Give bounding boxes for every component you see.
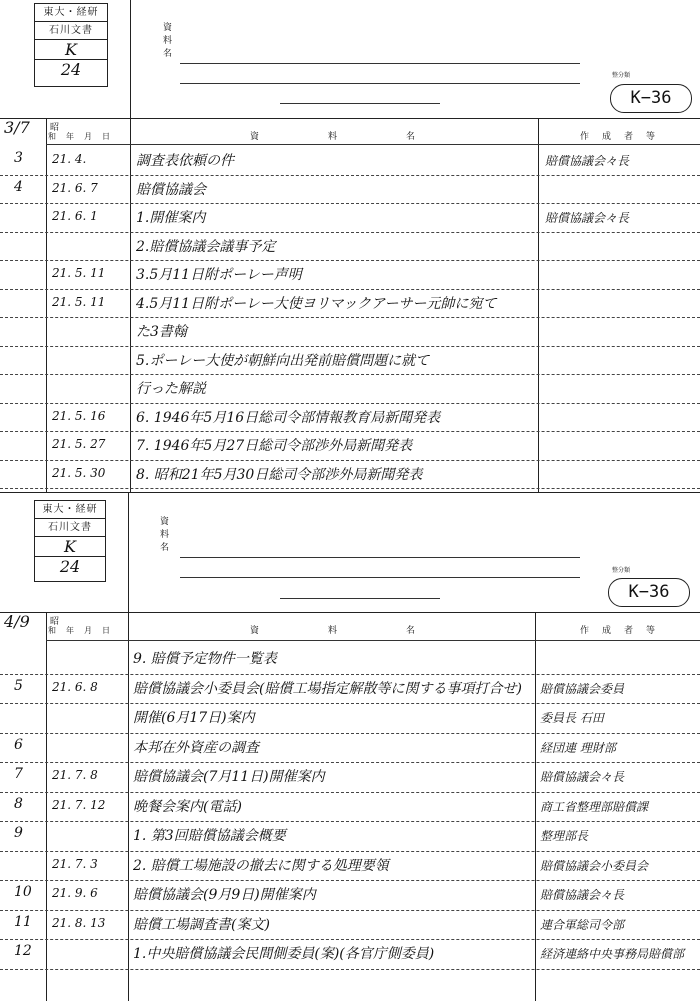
row-title: 3.5月11日附ポーレー声明 (136, 267, 302, 283)
row-rule (0, 910, 700, 911)
row-rule (0, 232, 700, 233)
row-index: 3 (14, 150, 23, 166)
title-rule-1 (180, 63, 580, 64)
row-title: 5.ポーレー大使が朝鮮向出発前賠償問題に就て (136, 352, 430, 369)
row-author: 賠償協議会々長 (545, 154, 630, 168)
label-code-letter: K (35, 537, 105, 557)
archive-label-bottom (34, 500, 106, 582)
row-title: 賠償協議会(9月9日)開催案内 (133, 887, 316, 903)
row-rule (0, 703, 700, 704)
header-rule-top (46, 144, 700, 145)
hdr-date-bottom: 和 年 月 日 (48, 626, 111, 635)
row-title: 開催(6月17日)案内 (133, 710, 255, 726)
row-author: 賠償協議会々長 (545, 211, 630, 225)
label-org: 東大・経研 (35, 501, 105, 519)
label-code-number: 24 (60, 60, 82, 79)
left-divider-bottom (128, 493, 129, 1001)
left-divider-top (130, 0, 131, 492)
row-rule (0, 431, 700, 432)
row-title: た3書翰 (136, 324, 187, 340)
row-date: 21. 4. (52, 152, 87, 166)
row-date: 21. 5. 16 (52, 408, 106, 423)
archive-label-top (34, 3, 108, 87)
row-rule (0, 403, 700, 404)
title-rule-6 (280, 598, 440, 599)
row-date: 21. 5. 30 (52, 465, 106, 480)
row-rule (0, 317, 700, 318)
row-rule (0, 733, 700, 734)
row-date: 21. 7. 12 (52, 797, 106, 812)
row-title: 晩餐会案内(電話) (133, 798, 242, 815)
row-title: 8. 昭和21年5月30日総司令部渉外局新聞発表 (136, 466, 423, 483)
shiryo-mei-top: 資料名 (163, 23, 173, 59)
row-title: 1. 第3回賠償協議会概要 (133, 828, 286, 844)
row-date: 21. 5. 27 (52, 437, 106, 451)
label-code-number: 24 (59, 557, 81, 576)
hdr-author-top: 作 成 者 等 (580, 132, 658, 142)
table-top-border (0, 118, 700, 119)
row-rule (0, 674, 700, 675)
margin-note-bottom: 4/9 (4, 612, 30, 631)
row-rule (0, 460, 700, 461)
row-date: 21. 5. 11 (52, 266, 106, 280)
row-title: 賠償協議会小委員会(賠償工場指定解散等に関する事項打合せ) (133, 680, 522, 697)
row-date: 21. 6. 7 (52, 180, 98, 195)
row-date: 21. 5. 11 (52, 294, 106, 309)
row-title: 1.開催案内 (136, 210, 206, 226)
row-rule (0, 203, 700, 204)
row-author: 整理部長 (540, 829, 589, 843)
row-rule (0, 488, 700, 489)
row-index: 5 (14, 677, 23, 694)
label-collection: 石川文書 (35, 22, 107, 40)
row-author: 賠償協議会小委員会 (540, 858, 649, 873)
row-author: 賠償協議会々長 (540, 888, 625, 902)
row-title: 調査表依頼の件 (136, 153, 234, 169)
row-author: 賠償協議会委員 (540, 681, 625, 696)
label-code-letter: K (35, 40, 107, 60)
row-index: 4 (14, 178, 23, 195)
title-rule-3 (280, 103, 440, 104)
row-index: 7 (14, 766, 23, 782)
row-author: 商工省整理部賠償課 (540, 799, 649, 814)
card-separator (0, 492, 700, 493)
author-col-divider-bottom (535, 612, 536, 1001)
row-date: 21. 6. 1 (52, 209, 98, 223)
row-date: 21. 7. 8 (52, 768, 98, 782)
row-rule (0, 969, 700, 970)
row-title: 賠償協議会 (136, 181, 206, 198)
row-date: 21. 7. 3 (52, 856, 98, 871)
label-org: 東大・経研 (35, 4, 107, 22)
row-title: 1.中央賠償協議会民間側委員(案)(各官庁側委員) (133, 946, 435, 962)
row-rule (0, 792, 700, 793)
row-author: 経済連絡中央事務局賠償部 (540, 947, 685, 961)
shiryo-mei-bottom: 資料名 (160, 517, 170, 553)
label-collection: 石川文書 (35, 519, 105, 537)
hdr-author-bottom: 作 成 者 等 (580, 626, 658, 636)
row-index: 6 (14, 736, 23, 753)
row-author: 賠償協議会々長 (540, 770, 625, 784)
row-title: 2.賠償協議会議事予定 (136, 238, 276, 255)
hdr-era-bottom: 昭 (50, 617, 62, 627)
row-rule (0, 260, 700, 261)
row-rule (0, 939, 700, 940)
row-title: 4.5月11日附ポーレー大使ヨリマックアーサー元帥に宛て (136, 295, 497, 312)
hdr-era-top: 昭 (50, 123, 62, 133)
row-title: 6. 1946年5月16日総司令部情報教育局新聞発表 (136, 409, 441, 426)
title-rule-2 (180, 83, 580, 84)
row-rule (0, 346, 700, 347)
row-title: 9. 賠償予定物件一覧表 (133, 651, 277, 667)
row-index: 10 (14, 884, 32, 900)
row-author: 連合軍総司令部 (540, 917, 625, 932)
margin-note-top: 3/7 (4, 118, 30, 137)
row-rule (0, 175, 700, 176)
row-author: 委員長 石田 (540, 711, 604, 725)
hdr-title-bottom: 資 料 名 (250, 626, 446, 636)
row-rule (0, 289, 700, 290)
date-col-divider-bottom (46, 612, 47, 1001)
row-title: 賠償協議会(7月11日)開催案内 (133, 769, 325, 785)
row-title: 本邦在外資産の調査 (133, 739, 259, 756)
row-rule (0, 374, 700, 375)
row-rule (0, 851, 700, 852)
row-title: 7. 1946年5月27日総司令部渉外局新聞発表 (136, 438, 413, 454)
ref-label-bottom: 整分類 (612, 567, 631, 574)
row-author: 経団連 理財部 (540, 740, 616, 755)
row-date: 21. 9. 6 (52, 886, 98, 900)
row-index: 8 (14, 795, 23, 812)
row-title: 2. 賠償工場施設の撤去に関する処理要領 (133, 857, 389, 874)
row-date: 21. 6. 8 (52, 679, 98, 694)
row-title: 賠償工場調査書(案文) (133, 916, 270, 933)
table-top-border-2 (0, 612, 700, 613)
hdr-title-top: 資 料 名 (250, 132, 446, 142)
ref-label-top: 整分類 (612, 72, 631, 79)
row-title: 行った解説 (136, 381, 206, 397)
header-rule-bottom (46, 640, 700, 641)
row-date: 21. 8. 13 (52, 915, 106, 930)
hdr-date-top: 和 年 月 日 (48, 132, 111, 141)
row-index: 11 (14, 913, 32, 930)
title-rule-5 (180, 577, 580, 578)
row-index: 12 (14, 943, 32, 959)
row-rule (0, 821, 700, 822)
row-rule (0, 762, 700, 763)
row-index: 9 (14, 825, 23, 841)
ref-code-bottom: K−36 (608, 578, 690, 607)
title-rule-4 (180, 557, 580, 558)
ref-code-top: K−36 (610, 84, 692, 113)
row-rule (0, 880, 700, 881)
